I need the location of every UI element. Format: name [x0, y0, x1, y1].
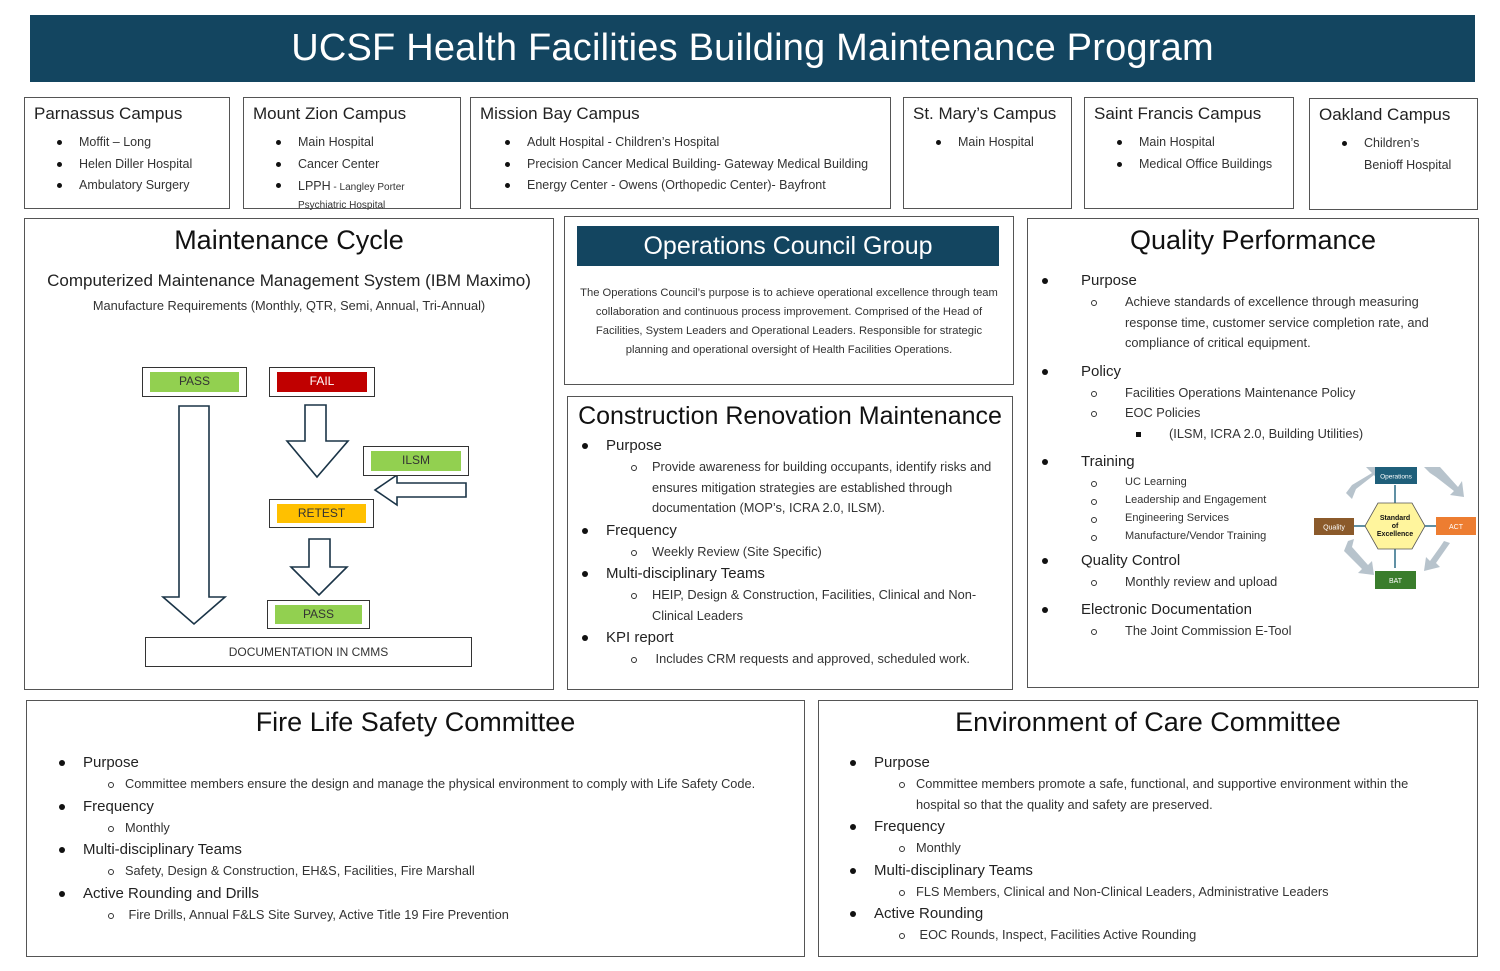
bat-label: BAT — [1388, 578, 1403, 585]
list-item: Leadership and Engagement — [1028, 491, 1468, 509]
list-item: Monthly — [45, 818, 805, 839]
campus-title: Mission Bay Campus — [480, 104, 640, 123]
list-heading: Training — [1028, 450, 1468, 473]
campus-item — [274, 175, 454, 214]
page-title: UCSF Health Facilities Building Maintenance Program — [30, 15, 1475, 82]
operations-council-body: The Operations Council’s purpose is to achieve operational excellence through team collaboration and continuous process improvement. Comprised of the Head of Facilities, System Leaders and Operational Leaders. Responsible for strategic planning and operational oversight of Health Facilities Operations. — [580, 287, 998, 356]
campus-mount-zion — [243, 97, 461, 209]
list-heading: Multi-disciplinary Teams — [45, 838, 805, 861]
fire-life-safety-list — [45, 751, 805, 925]
campus-list — [1340, 133, 1460, 176]
list-item: EOC Policies — [1028, 403, 1468, 424]
campus-oakland — [1309, 98, 1478, 210]
list-item: Committee members promote a safe, functional, and supportive environment within the hospital so that the quality and safety are preserved. — [836, 774, 1466, 815]
environment-of-care-list — [836, 751, 1466, 946]
list-heading: Policy — [1028, 360, 1468, 383]
requirements-text: Manufacture Requirements (Monthly, QTR, Semi, Annual, Tri-Annual) — [92, 298, 486, 313]
list-item: The Joint Commission E-Tool — [1028, 621, 1468, 642]
campus-item: Main Hospital — [1115, 132, 1272, 154]
campus-title: Saint Francis Campus — [1094, 104, 1262, 123]
ilsm-left-arrow — [375, 475, 466, 505]
operations-label: Operations — [1380, 473, 1412, 481]
list-heading: Purpose — [45, 751, 805, 774]
maintenance-cycle-title: Maintenance Cycle — [174, 225, 404, 255]
campus-item: Children’s Benioff Hospital — [1340, 133, 1460, 176]
cycle-arrow-top-right — [1424, 467, 1464, 497]
campus-st-marys — [903, 97, 1072, 209]
campus-item: Main Hospital — [274, 132, 454, 154]
list-heading: Purpose — [836, 751, 1466, 774]
campus-title: Mount Zion Campus — [253, 104, 407, 123]
pass-label: PASS — [150, 372, 239, 392]
center-label-3: Excellence — [1376, 531, 1414, 538]
list-item: Includes CRM requests and approved, scheduled work. — [568, 649, 1008, 670]
campus-item: Medical Office Buildings — [1115, 154, 1272, 176]
list-item: Facilities Operations Maintenance Policy — [1028, 383, 1468, 404]
act-label: ACT — [1449, 524, 1463, 531]
list-item: Safety, Design & Construction, EH&S, Facilities, Fire Marshall — [45, 861, 805, 882]
construction-title: Construction Renovation Maintenance — [578, 402, 1002, 430]
fire-life-safety-title: Fire Life Safety Committee — [255, 707, 576, 737]
retest-box — [269, 499, 374, 528]
campus-item: Adult Hospital - Children’s Hospital — [503, 132, 868, 154]
campus-parnassus — [24, 97, 230, 209]
cycle-arrow-bottom-right — [1424, 541, 1450, 571]
list-heading: Purpose — [568, 434, 1008, 457]
construction-list — [568, 434, 1008, 670]
center-label-2: of — [1391, 523, 1399, 530]
campus-list — [55, 132, 192, 197]
environment-of-care-panel — [818, 700, 1478, 957]
campus-item: Main Hospital — [934, 132, 1034, 154]
campus-item: Cancer Center — [274, 154, 454, 176]
list-heading: Multi-disciplinary Teams — [568, 562, 1008, 585]
construction-panel — [567, 396, 1013, 690]
pass-box — [142, 367, 247, 397]
operations-council-title: Operations Council Group — [577, 226, 999, 266]
quality-performance-title: Quality Performance — [1129, 225, 1377, 255]
list-heading: Active Rounding — [836, 902, 1466, 925]
campus-item: Precision Cancer Medical Building- Gateway Medical Building — [503, 154, 868, 176]
ilsm-box — [363, 446, 469, 476]
quality-label: Quality — [1323, 524, 1345, 532]
campus-item: Energy Center - Owens (Orthopedic Center)- Bayfront — [503, 175, 868, 197]
pass-retest-label: PASS — [275, 605, 362, 624]
fire-life-safety-panel — [26, 700, 805, 957]
list-item: EOC Rounds, Inspect, Facilities Active Rounding — [836, 925, 1466, 946]
documentation-label: DOCUMENTATION IN CMMS — [228, 645, 389, 659]
list-item: Achieve standards of excellence through measuring response time, customer service completion rate, and compliance of critical equipment. — [1028, 292, 1468, 354]
list-heading: Frequency — [836, 815, 1466, 838]
lpph-abbr: LPPH — [298, 179, 331, 193]
list-item: Weekly Review (Site Specific) — [568, 542, 1008, 563]
list-heading: Purpose — [1028, 269, 1468, 292]
campus-title: St. Mary’s Campus — [913, 104, 1057, 123]
campus-title: Oakland Campus — [1319, 105, 1451, 124]
campus-item: Moffit – Long — [55, 132, 192, 154]
list-item: FLS Members, Clinical and Non-Clinical Leaders, Administrative Leaders — [836, 882, 1466, 903]
list-heading: Electronic Documentation — [1028, 598, 1468, 621]
quality-performance-panel — [1027, 218, 1479, 688]
retest-down-arrow — [291, 539, 347, 595]
pass-down-arrow — [163, 406, 225, 624]
maintenance-cycle-panel — [24, 218, 554, 690]
list-heading: KPI report — [568, 626, 1008, 649]
retest-label: RETEST — [277, 504, 366, 523]
list-item: UC Learning — [1028, 473, 1468, 491]
list-heading: Multi-disciplinary Teams — [836, 859, 1466, 882]
campus-list — [274, 132, 454, 214]
list-heading: Active Rounding and Drills — [45, 882, 805, 905]
list-item: Fire Drills, Annual F&LS Site Survey, Active Title 19 Fire Prevention — [45, 905, 805, 926]
campus-list — [503, 132, 868, 197]
list-subitem: (ILSM, ICRA 2.0, Building Utilities) — [1028, 424, 1468, 445]
list-item: Monthly — [836, 838, 1466, 859]
list-heading: Frequency — [45, 795, 805, 818]
list-item: Engineering Services — [1028, 509, 1468, 527]
standard-of-excellence-diagram — [1312, 463, 1478, 593]
cmms-subtitle: Computerized Maintenance Management System (IBM Maximo) — [47, 271, 531, 290]
campus-title: Parnassus Campus — [34, 104, 183, 123]
lpph-full: - Langley Porter Psychiatric Hospital — [298, 182, 405, 211]
campus-item: Ambulatory Surgery — [55, 175, 192, 197]
list-item: Manufacture/Vendor Training — [1028, 527, 1468, 545]
list-item: Provide awareness for building occupants, identify risks and ensures mitigation strategies are established through documentation (MOP’s, ICRA 2.0, ILSM). — [568, 457, 1008, 519]
fail-box — [269, 367, 375, 397]
environment-of-care-title: Environment of Care Committee — [955, 707, 1341, 737]
ilsm-label: ILSM — [371, 451, 461, 471]
list-item: Monthly review and upload — [1028, 572, 1468, 593]
campus-list — [1115, 132, 1272, 175]
campus-item: Helen Diller Hospital — [55, 154, 192, 176]
list-heading: Quality Control — [1028, 549, 1468, 572]
campus-list — [934, 132, 1034, 154]
list-item: HEIP, Design & Construction, Facilities, Clinical and Non-Clinical Leaders — [568, 585, 1008, 626]
list-heading: Frequency — [568, 519, 1008, 542]
fail-label: FAIL — [277, 372, 367, 392]
operations-council-panel — [564, 216, 1014, 385]
pass-retest-box — [267, 600, 370, 629]
campus-mission-bay — [470, 97, 891, 209]
documentation-box — [145, 637, 472, 667]
list-item: Committee members ensure the design and manage the physical environment to comply with Life Safety Code. — [45, 774, 805, 795]
fail-down-arrow — [287, 405, 348, 477]
cycle-arrow-bottom-left — [1344, 539, 1374, 575]
campus-saint-francis — [1084, 97, 1294, 209]
center-label-1: Standard — [1379, 515, 1411, 522]
